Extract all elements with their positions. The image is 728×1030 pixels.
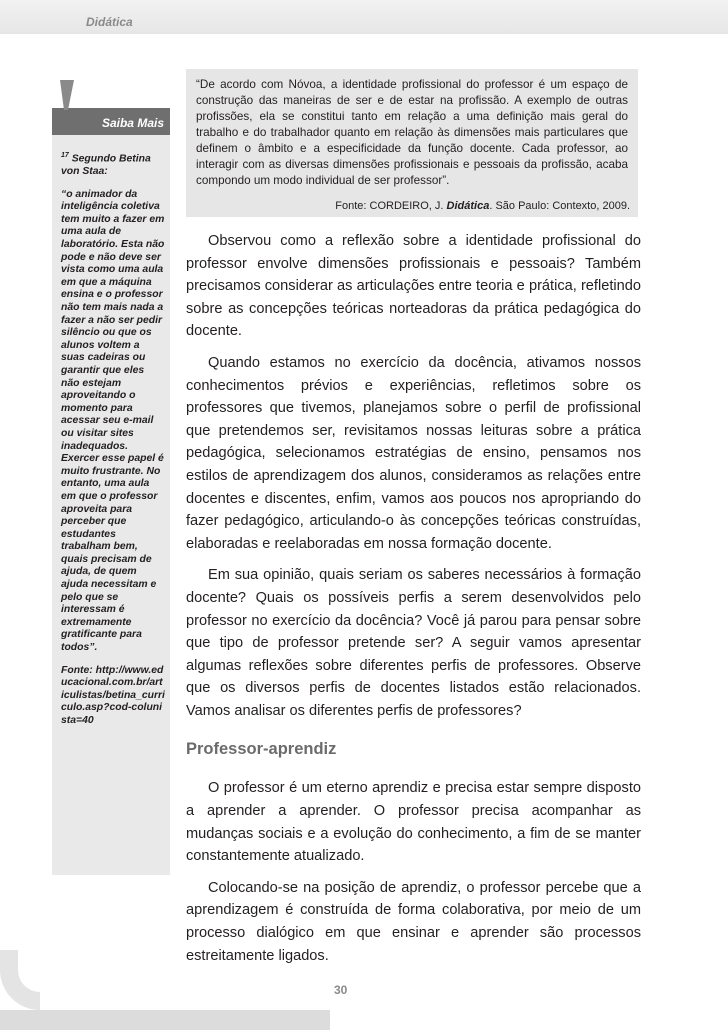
sidebar-text xyxy=(61,150,165,738)
section-paragraph: Colocando-se na posição de aprendiz, o professor percebe que a aprendizagem é construída de forma colaborativa, por meio de um processo dialógico em que ensinar e aprender são processos estreitamente ligados. xyxy=(186,879,641,964)
quote-source-prefix: Fonte: CORDEIRO, J. xyxy=(335,200,444,212)
sidebar-quote: “o animador da inteligência coletiva tem muito a fazer em uma aula de laboratório. Esta não pode e não deve ser vista como uma aula em que a máquina ensina e o professor não tem mais nada a fazer a não ser pedir silêncio ou que os alunos voltem a suas cadeiras ou garantir que eles não estejam aproveitando o momento para acessar seu e-mail ou visitar sites inadequados. Exercer esse papel é muito frustrante. No entanto, uma aula em que o professor aproveita para perceber que estudantes trabalham bem, quais precisam de ajuda, de quem ajuda necessitam e pelo que se interessam é extremamente gratificante para todos”. xyxy=(61,188,165,654)
section-paragraph: O professor é um eterno aprendiz e precisa estar sempre disposto a aprender a aprender. O professor precisa acompanhar as mudanças sociais e a evolução do conhecimento, a fim de se manter constantemente atualizado. xyxy=(186,780,641,865)
quote-source-suffix: . São Paulo: Contexto, 2009. xyxy=(489,200,630,212)
body-paragraph: Observou como a reflexão sobre a identidade profissional do professor envolve dimensões profissionais e pessoais? Também precisamos considerar as articulações entre teoria e prática, refletindo sobre as concepções teóricas norteadoras da prática pedagógica do docente. xyxy=(186,233,641,340)
quote-text: “De acordo com Nóvoa, a identidade profissional do professor é um espaço de construção das maneiras de ser e de estar na profissão. A exemplo de outras profissões, ela se constitui tanto em relação a uma definição mais geral do trabalho e do trabalhador quanto em relação às dimensões mais particulares que definem o âmbito e a especificidade da função docente. Cada professor, ao interagir com as diversas dimensões profissionais e pessoais da profissão, acaba compondo um modo individual de ser professor”. xyxy=(196,78,628,187)
quote-source-title: Didática xyxy=(446,200,490,212)
running-header: Didática xyxy=(86,15,133,29)
saiba-mais-tab xyxy=(52,111,170,135)
body-paragraph: Quando estamos no exercício da docência, ativamos nossos conhecimentos prévios e experiências, refletimos sobre os professores que tivemos, planejamos sobre o perfil de profissional que pretendemos ser, revisitamos nossas leituras sobre a prática pedagógica, selecionamos estratégias de ensino, pensamos nos estilos de aprendizagem dos alunos, consideramos as relações entre docentes e discentes, enfim, vamos aos poucos nos apropriando do fazer pedagógico, articulando-o às concepções teóricas construídas, elaboradas e reelaboradas em nossa formação docente. xyxy=(186,354,641,552)
section-title: Professor-aprendiz xyxy=(186,740,337,759)
bottom-decoration xyxy=(0,950,40,1010)
body-paragraph: Em sua opinião, quais seriam os saberes necessários à formação docente? Quais os possíveis perfis a serem desenvolvidos pelo professor no exercício da docência? Você já parou para pensar sobre que tipo de professor pretende ser? A seguir vamos apresentar algumas reflexões sobre diferentes perfis de professores. Observe que os diversos perfis de docentes listados estão relacionados. Vamos analisar os diferentes perfis de professores? xyxy=(186,567,641,719)
saiba-mais-label: Saiba Mais xyxy=(101,116,164,130)
sidebar-intro: Segundo Betina von Staa: xyxy=(61,153,151,178)
sidebar-source: Fonte: http://www.educacional.com.br/articulistas/betina_curriculo.asp?cod-colunista=40 xyxy=(61,664,165,726)
footer-band xyxy=(0,1010,330,1030)
page-number: 30 xyxy=(334,983,348,997)
main-text xyxy=(186,230,641,976)
quote-source xyxy=(335,200,630,212)
quote-box xyxy=(186,69,638,217)
footnote-mark: 17 xyxy=(61,152,69,159)
